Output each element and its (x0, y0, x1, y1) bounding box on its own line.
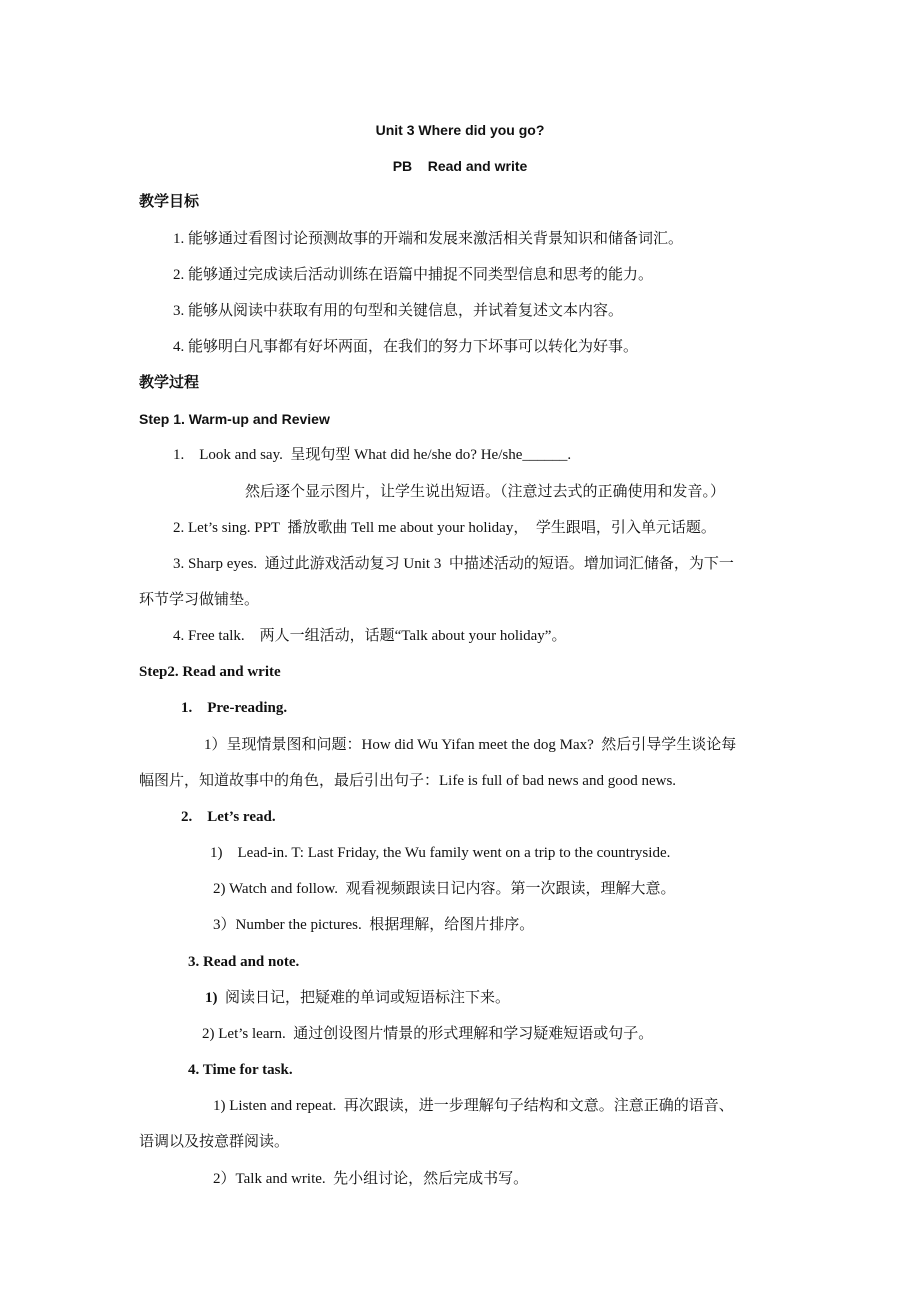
read-note-item-number: 1) (205, 990, 218, 1006)
lets-read-item: 1) Lead-in. T: Last Friday, the Wu family went on a trip to the countryside. (210, 845, 671, 861)
task-item-cont: 语调以及按意群阅读。 (139, 1134, 290, 1150)
doc-subtitle: PB Read and write (392, 158, 528, 174)
pre-reading-text: 1）呈现情景图和问题：How did Wu Yifan meet the dog Max? 然后引导学生谈论每 (204, 737, 737, 753)
step1-item: 4. Free talk. 两人一组活动，话题“Talk about your holiday”。 (173, 628, 567, 644)
read-note-item (205, 988, 510, 1008)
task-item: 1) Listen and repeat. 再次跟读，进一步理解句子结构和文意。注意正确的语音、 (213, 1098, 734, 1114)
lets-read-heading: 2. Let’s read. (181, 809, 276, 825)
read-note-item-text: 阅读日记，把疑难的单词或短语标注下来。 (217, 990, 511, 1006)
pre-reading-heading: 1. Pre-reading. (181, 700, 288, 716)
objective-item: 4. 能够明白凡事都有好坏两面，在我们的努力下坏事可以转化为好事。 (173, 339, 639, 355)
step2-heading: Step2. Read and write (139, 664, 281, 680)
step1-item: 1. Look and say. 呈现句型 What did he/she do? He/she______. (173, 447, 572, 463)
step1-item: 2. Let’s sing. PPT 播放歌曲 Tell me about your holiday， 学生跟唱，引入单元话题。 (173, 520, 716, 536)
objectives-heading: 教学目标 (139, 194, 200, 210)
read-note-item: 2) Let’s learn. 通过创设图片情景的形式理解和学习疑难短语或句子。 (202, 1026, 654, 1042)
objective-item: 2. 能够通过完成读后活动训练在语篇中捕捉不同类型信息和思考的能力。 (173, 267, 654, 283)
objective-item: 1. 能够通过看图讨论预测故事的开端和发展来激活相关背景知识和储备词汇。 (173, 231, 684, 247)
doc-title: Unit 3 Where did you go? (375, 122, 545, 138)
task-heading: 4. Time for task. (188, 1062, 293, 1078)
lets-read-item: 2) Watch and follow. 观看视频跟读日记内容。第一次跟读，理解大意。 (213, 881, 676, 897)
step1-item-cont: 然后逐个显示图片，让学生说出短语。（注意过去式的正确使用和发音。） (245, 484, 726, 500)
read-note-heading: 3. Read and note. (188, 954, 300, 970)
step1-item-cont: 环节学习做铺垫。 (139, 592, 260, 608)
step1-heading: Step 1. Warm-up and Review (139, 411, 330, 427)
step1-item: 3. Sharp eyes. 通过此游戏活动复习 Unit 3 中描述活动的短语。增加词汇储备，为下一 (173, 556, 734, 572)
pre-reading-text-cont: 幅图片，知道故事中的角色，最后引出句子：Life is full of bad news and good news. (139, 773, 677, 789)
task-item: 2）Talk and write. 先小组讨论，然后完成书写。 (213, 1171, 529, 1187)
process-heading: 教学过程 (139, 375, 200, 391)
lets-read-item: 3）Number the pictures. 根据理解，给图片排序。 (213, 917, 535, 933)
objective-item: 3. 能够从阅读中获取有用的句型和关键信息，并试着复述文本内容。 (173, 303, 624, 319)
